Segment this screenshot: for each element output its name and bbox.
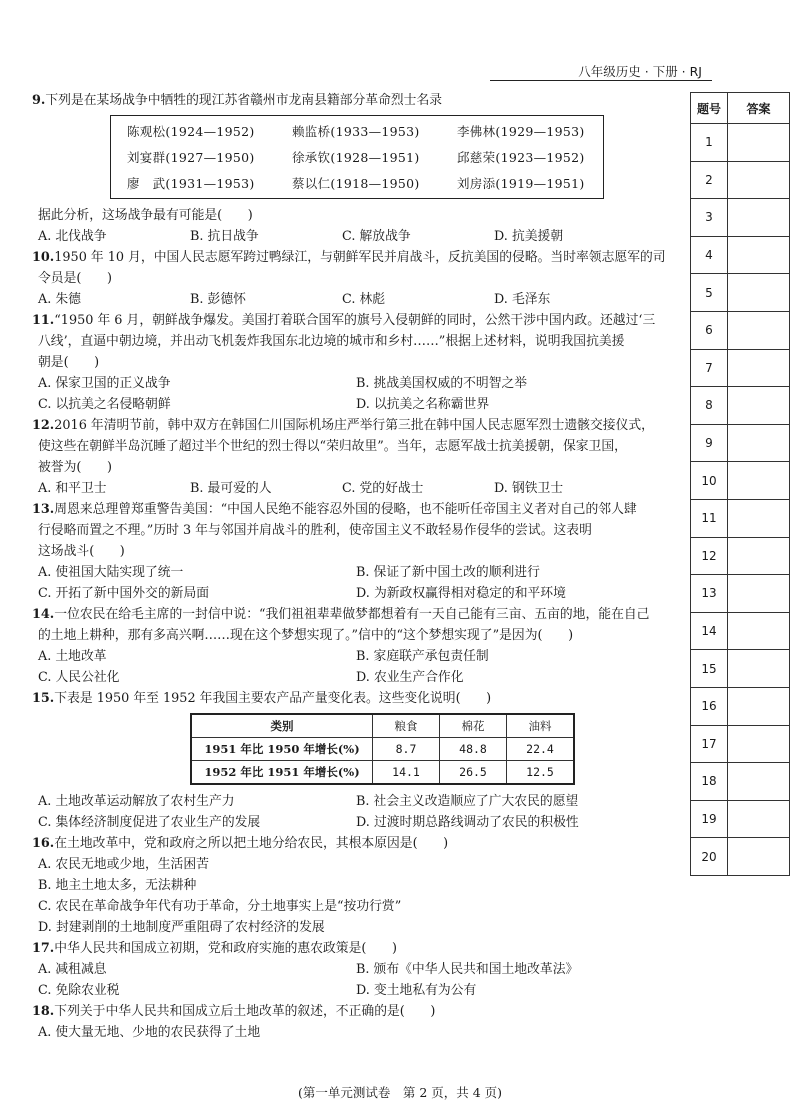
question-stem: 在土地改革中，党和政府之所以把土地分给农民，其根本原因是( ) [54, 836, 449, 851]
answer-row [691, 763, 790, 801]
answer-row [691, 537, 790, 575]
option-c[interactable]: C. 人民公社化 [38, 670, 120, 685]
answer-col-number: 题号 [691, 93, 728, 124]
martyr-entry: 陈观松(1924—1952) [127, 124, 255, 139]
question-stem: 下列关于中华人民共和国成立后土地改革的叙述，不正确的是( ) [54, 1004, 436, 1019]
options [32, 373, 687, 394]
option-d[interactable]: D. 抗美援朝 [494, 229, 564, 244]
page-header [490, 62, 712, 81]
table-header: 类别 [191, 714, 373, 738]
option-a[interactable]: A. 保家卫国的正义战争 [38, 376, 171, 391]
question-16 [32, 833, 687, 938]
options [32, 812, 687, 833]
martyr-entry: 李佛林(1929—1953) [457, 124, 585, 139]
question-9 [32, 90, 687, 247]
answer-row [691, 612, 790, 650]
question-number: 9. [32, 93, 46, 108]
option-b[interactable]: B. 颁布《中华人民共和国土地改革法》 [356, 962, 579, 977]
option-d[interactable]: D. 毛泽东 [494, 292, 551, 307]
answer-number: 8 [691, 387, 728, 425]
answer-row [691, 650, 790, 688]
answer-cell[interactable] [728, 274, 790, 312]
question-text-line: 朝是( ) [38, 355, 100, 370]
table-row [191, 738, 574, 761]
options [32, 394, 687, 415]
question-text-line: 行侵略而置之不理。”历时 3 年与邻国并肩战斗的胜利，使帝国主义不敢轻易作侵华的尝试。这表明 [38, 523, 592, 538]
answer-row [691, 838, 790, 876]
answer-row [691, 687, 790, 725]
martyr-entry: 邱慈荣(1923—1952) [457, 150, 585, 165]
option-d[interactable]: D. 为新政权赢得相对稳定的和平环境 [356, 586, 566, 601]
answer-number: 11 [691, 499, 728, 537]
option-c[interactable]: C. 农民在革命战争年代有功于革命，分土地事实上是“按功行赏” [38, 899, 402, 914]
answer-number: 5 [691, 274, 728, 312]
answer-cell[interactable] [728, 499, 790, 537]
answer-row [691, 199, 790, 237]
option-c[interactable]: C. 免除农业税 [38, 983, 120, 998]
option-b[interactable]: B. 保证了新中国土改的顺利进行 [356, 565, 540, 580]
answer-number: 13 [691, 575, 728, 613]
answer-row [691, 575, 790, 613]
answer-cell[interactable] [728, 311, 790, 349]
answer-cell[interactable] [728, 199, 790, 237]
answer-cell[interactable] [728, 462, 790, 500]
answer-row [691, 161, 790, 199]
question-14 [32, 604, 687, 688]
page-footer: (第一单元测试卷 第 2 页，共 4 页) [297, 1085, 503, 1100]
answer-number: 17 [691, 725, 728, 763]
option-a[interactable]: A. 使祖国大陆实现了统一 [38, 565, 184, 580]
header-title: 八年级历史 · 下册 · RJ [578, 64, 702, 79]
table-header-row [191, 714, 574, 738]
option-a[interactable]: A. 朱德 [38, 292, 81, 307]
answer-number: 14 [691, 612, 728, 650]
option-c[interactable]: C. 集体经济制度促进了农业生产的发展 [38, 815, 261, 830]
option-b[interactable]: B. 彭德怀 [190, 292, 246, 307]
question-text-line: 2016 年清明节前，韩中双方在韩国仁川国际机场庄严举行第三批在韩中国人民志愿军烈士遗骸交接仪式， [54, 418, 654, 433]
answer-row [691, 236, 790, 274]
answer-cell[interactable] [728, 424, 790, 462]
answer-row [691, 349, 790, 387]
answer-cell[interactable] [728, 161, 790, 199]
option-d[interactable]: D. 封建剥削的土地制度严重阻碍了农村经济的发展 [38, 920, 325, 935]
answer-number: 16 [691, 687, 728, 725]
option-c[interactable]: C. 林彪 [342, 292, 386, 307]
answer-cell[interactable] [728, 612, 790, 650]
question-stem: 下列是在某场战争中牺牲的现江苏省赣州市龙南县籍部分革命烈士名录 [45, 93, 443, 108]
answer-cell[interactable] [728, 800, 790, 838]
answer-number: 15 [691, 650, 728, 688]
question-stem: 下表是 1950 年至 1952 年我国主要农产品产量变化表。这些变化说明( ) [54, 691, 492, 706]
answer-cell[interactable] [728, 349, 790, 387]
answer-cell[interactable] [728, 124, 790, 162]
option-d[interactable]: D. 钢铁卫士 [494, 481, 564, 496]
question-text-line: 八线’，直逼中朝边境，并出动飞机轰炸我国东北边境的城市和乡村……”根据上述材料，说明我国抗美援 [38, 334, 625, 349]
options [32, 289, 687, 310]
answer-col-answer: 答案 [728, 93, 790, 124]
answer-row [691, 499, 790, 537]
answer-row [691, 387, 790, 425]
table-cell: 14.1 [373, 761, 440, 785]
option-b[interactable]: B. 抗日战争 [190, 229, 259, 244]
option-a[interactable]: A. 农民无地或少地，生活困苦 [38, 857, 209, 872]
question-text-line: 令员是( ) [38, 271, 112, 286]
option-c[interactable]: C. 解放战争 [342, 229, 411, 244]
table-cell: 8.7 [373, 738, 440, 761]
options [32, 959, 687, 980]
question-text-line: 1950 年 10 月，中国人民志愿军跨过鸭绿江，与朝鲜军民并肩战斗，反抗美国的侵略。当时率领志愿军的司 [54, 250, 666, 265]
option-d[interactable]: D. 农业生产合作化 [356, 670, 464, 685]
option-d[interactable]: D. 过渡时期总路线调动了农民的积极性 [356, 815, 579, 830]
option-c[interactable]: C. 开拓了新中国外交的新局面 [38, 586, 210, 601]
table-header: 油料 [507, 714, 575, 738]
table-cell: 26.5 [440, 761, 507, 785]
question-text-line: 这场战斗( ) [38, 544, 125, 559]
answer-number: 2 [691, 161, 728, 199]
question-area [32, 90, 687, 1043]
options [32, 478, 687, 499]
martyr-entry: 蔡以仁(1918—1950) [292, 176, 420, 191]
answer-number: 6 [691, 311, 728, 349]
question-prompt: 据此分析，这场战争最有可能是( ) [38, 208, 253, 223]
option-a[interactable]: A. 和平卫士 [38, 481, 107, 496]
table-header: 粮食 [373, 714, 440, 738]
question-15 [32, 688, 687, 833]
question-number: 10. [32, 250, 55, 265]
table-cell-label: 1952 年比 1951 年增长(%) [191, 761, 373, 785]
table-cell: 48.8 [440, 738, 507, 761]
martyr-entry: 刘宴群(1927—1950) [127, 150, 255, 165]
option-c[interactable]: C. 以抗美之名侵略朝鲜 [38, 397, 171, 412]
option-a[interactable]: A. 减租减息 [38, 962, 107, 977]
answer-number: 7 [691, 349, 728, 387]
table-cell: 22.4 [507, 738, 575, 761]
option-d[interactable]: D. 变土地私有为公有 [356, 983, 477, 998]
option-a[interactable]: A. 使大量无地、少地的农民获得了土地 [38, 1025, 261, 1040]
question-number: 15. [32, 691, 55, 706]
options [32, 646, 687, 667]
question-number: 12. [32, 418, 55, 433]
options [32, 583, 687, 604]
answer-row [691, 725, 790, 763]
question-number: 11. [32, 313, 55, 328]
options [32, 562, 687, 583]
answer-number: 19 [691, 800, 728, 838]
question-18 [32, 1001, 687, 1043]
production-table [190, 713, 575, 785]
answer-cell[interactable] [728, 725, 790, 763]
answer-cell[interactable] [728, 236, 790, 274]
option-a[interactable]: A. 土地改革运动解放了农村生产力 [38, 794, 235, 809]
answer-row [691, 124, 790, 162]
question-10 [32, 247, 687, 310]
question-number: 17. [32, 941, 55, 956]
question-number: 14. [32, 607, 55, 622]
question-number: 16. [32, 836, 55, 851]
answer-row [691, 800, 790, 838]
question-text-line: “1950 年 6 月，朝鲜战争爆发。美国打着联合国军的旗号入侵朝鲜的同时，公然干涉中国内政。还越过‘三 [54, 313, 656, 328]
answer-number: 12 [691, 537, 728, 575]
option-a[interactable]: A. 土地改革 [38, 649, 107, 664]
question-text-line: 周恩来总理曾郑重警告美国：“中国人民绝不能容忍外国的侵略，也不能听任帝国主义者对自己的邻人肆 [54, 502, 637, 517]
answer-row [691, 424, 790, 462]
question-text-line: 的土地上耕种，那有多高兴啊……现在这个梦想实现了。”信中的“这个梦想实现了”是因为( ) [38, 628, 574, 643]
answer-header-row [691, 93, 790, 124]
table-cell: 12.5 [507, 761, 575, 785]
question-11 [32, 310, 687, 415]
answer-row [691, 311, 790, 349]
question-number: 18. [32, 1004, 55, 1019]
question-text-line: 使这些在朝鲜半岛沉睡了超过半个世纪的烈士得以“荣归故里”。当年，志愿军战士抗美援朝，保家卫国， [38, 439, 627, 454]
answer-cell[interactable] [728, 763, 790, 801]
option-b[interactable]: B. 地主土地太多，无法耕种 [38, 878, 197, 893]
answer-cell[interactable] [728, 575, 790, 613]
option-b[interactable]: B. 社会主义改造顺应了广大农民的愿望 [356, 794, 579, 809]
answer-number: 9 [691, 424, 728, 462]
answer-sheet [690, 92, 790, 876]
option-b[interactable]: B. 挑战美国权威的不明智之举 [356, 376, 528, 391]
answer-cell[interactable] [728, 537, 790, 575]
option-b[interactable]: B. 家庭联产承包责任制 [356, 649, 489, 664]
question-12 [32, 415, 687, 499]
answer-cell[interactable] [728, 838, 790, 876]
answer-cell[interactable] [728, 387, 790, 425]
answer-number: 4 [691, 236, 728, 274]
options [32, 980, 687, 1001]
martyr-entry: 廖 武(1931—1953) [127, 176, 255, 191]
option-b[interactable]: B. 最可爱的人 [190, 481, 272, 496]
martyr-list-box [110, 115, 604, 199]
question-text-line: 被誉为( ) [38, 460, 112, 475]
answer-cell[interactable] [728, 687, 790, 725]
question-17 [32, 938, 687, 1001]
answer-row [691, 462, 790, 500]
answer-number: 18 [691, 763, 728, 801]
table-cell-label: 1951 年比 1950 年增长(%) [191, 738, 373, 761]
question-number: 13. [32, 502, 55, 517]
option-a[interactable]: A. 北伐战争 [38, 229, 107, 244]
options [32, 226, 687, 247]
table-header: 棉花 [440, 714, 507, 738]
martyr-entry: 刘房添(1919—1951) [457, 176, 585, 191]
answer-number: 1 [691, 124, 728, 162]
options [32, 791, 687, 812]
option-d[interactable]: D. 以抗美之名称霸世界 [356, 397, 490, 412]
answer-number: 3 [691, 199, 728, 237]
table-row [191, 761, 574, 785]
options [32, 667, 687, 688]
answer-cell[interactable] [728, 650, 790, 688]
question-stem: 中华人民共和国成立初期，党和政府实施的惠农政策是( ) [54, 941, 397, 956]
martyr-entry: 徐承钦(1928—1951) [292, 150, 420, 165]
option-c[interactable]: C. 党的好战士 [342, 481, 424, 496]
question-13 [32, 499, 687, 604]
martyr-entry: 赖监桥(1933—1953) [292, 124, 420, 139]
answer-number: 10 [691, 462, 728, 500]
answer-number: 20 [691, 838, 728, 876]
question-text-line: 一位农民在给毛主席的一封信中说：“我们祖祖辈辈做梦都想着有一天自己能有三亩、五亩的地，能在自己 [54, 607, 650, 622]
answer-row [691, 274, 790, 312]
